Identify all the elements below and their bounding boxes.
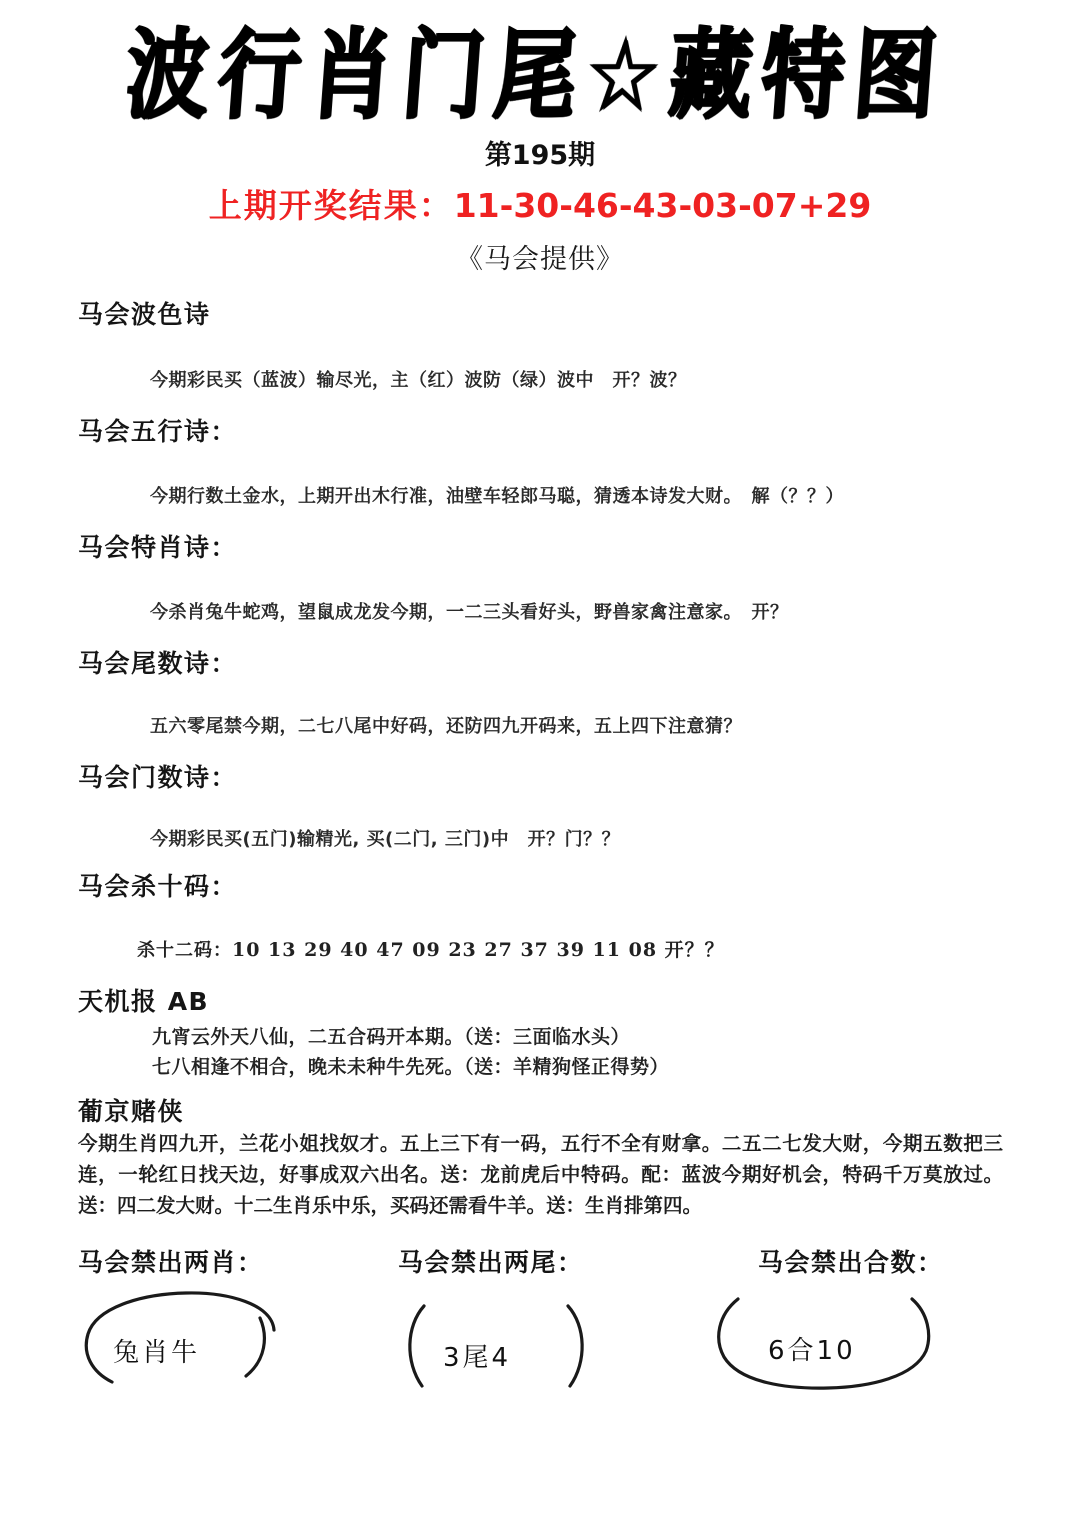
section-body-bose: 今期彩民买（蓝波）输尽光，主（红）波防（绿）波中 开？波？ xyxy=(150,370,687,391)
section-heading-pujing: 葡京赌侠 xyxy=(78,1097,185,1126)
forbid-heading-tail: 马会禁出两尾： xyxy=(398,1248,584,1277)
kill-twelve-numbers: 10 13 29 40 47 09 23 27 37 39 11 08 开？？ xyxy=(232,939,725,961)
section-heading-texiao: 马会特肖诗： xyxy=(78,533,238,562)
forbid-heading-zodiac: 马会禁出两肖： xyxy=(78,1248,264,1277)
forbid-value-zodiac: 兔肖牛 xyxy=(113,1338,201,1368)
section-body-weishu: 五六零尾禁今期，二七八尾中好码，还防四九开码来，五上四下注意猜？ xyxy=(150,716,742,737)
forbid-value-tail: 3尾4 xyxy=(443,1343,512,1373)
kill-twelve-label: 杀十二码： xyxy=(137,940,232,961)
title-banner xyxy=(0,20,1080,133)
section-body-texiao: 今杀肖兔牛蛇鸡，望鼠成龙发今期，一二三头看好头，野兽家禽注意家。 开？ xyxy=(150,602,789,623)
section-heading-kill-codes: 马会杀十码： xyxy=(78,872,238,901)
section-heading-menshu: 马会门数诗： xyxy=(78,763,238,792)
section-heading-tianji: 天机报 AB xyxy=(78,987,210,1016)
page-title: 波行肖门尾☆藏特图 xyxy=(122,20,951,133)
kill-twelve-codes-row xyxy=(137,935,725,962)
issue-number: 第195期 xyxy=(484,140,596,171)
section-body-menshu: 今期彩民买(五门)输精光, 买(二门, 三门)中 开？门？？ xyxy=(150,829,621,850)
tianji-line-2: 七八相逢不相合，晚未未种牛先死。（送：羊精狗怪正得势） xyxy=(152,1056,670,1078)
last-draw-numbers: 11-30-46-43-03-07+29 xyxy=(453,186,872,225)
section-body-wuxing: 今期行数土金水，上期开出木行准，油壁车轻郎马聪，猜透本诗发大财。 解（？？） xyxy=(150,486,844,507)
forbid-value-sum: 6合10 xyxy=(768,1336,856,1366)
source-credit: 《马会提供》 xyxy=(456,244,624,275)
last-draw-label: 上期开奖结果： xyxy=(208,186,454,225)
section-heading-wuxing: 马会五行诗： xyxy=(78,417,238,446)
section-heading-bose: 马会波色诗 xyxy=(78,300,211,329)
tianji-line-1: 九宵云外天八仙，二五合码开本期。（送：三面临水头） xyxy=(152,1026,631,1048)
forbid-heading-sum: 马会禁出合数： xyxy=(758,1248,944,1277)
last-draw-result xyxy=(0,180,1080,227)
section-body-pujing: 今期生肖四九开，兰花小姐找奴才。五上三下有一码，五行不全有财拿。二五二七发大财，今期五数把三连，一轮红日找天边，好事成双六出名。送：龙前虎后中特码。配：蓝波今期好机会，特码千万莫放过。送：四二发大财。十二生肖乐中乐，买码还需看牛羊。送：生肖排第四。 xyxy=(78,1132,1003,1217)
section-heading-weishu: 马会尾数诗： xyxy=(78,649,238,678)
